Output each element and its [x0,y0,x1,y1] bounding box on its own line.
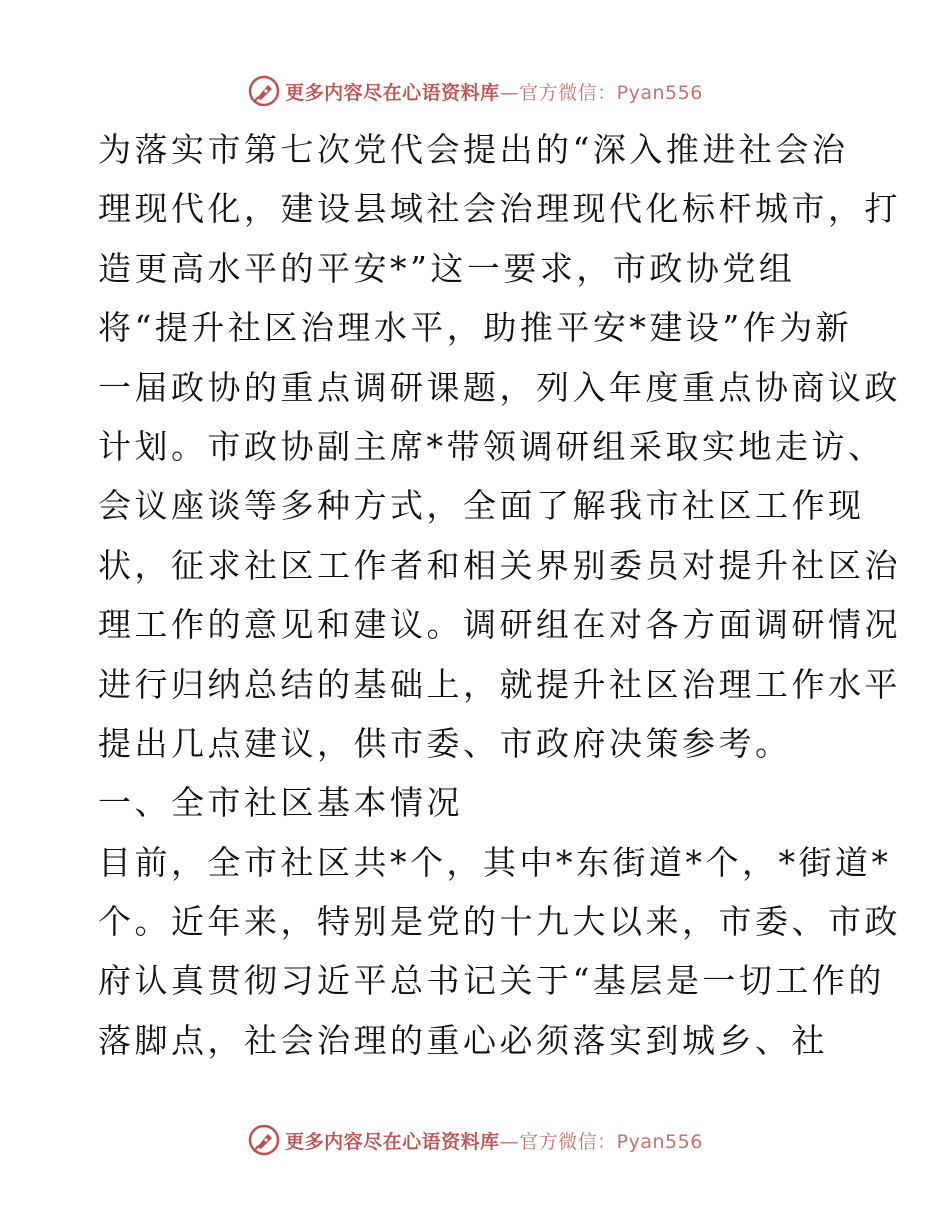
footer-contact-text: 官方微信：Pyan556 [519,1130,703,1153]
body-line: 府认真贯彻习近平总书记关于“基层是一切工作的 [98,961,885,1001]
pen-nib-logo-icon [247,1123,281,1157]
header-contact-text: 官方微信：Pyan556 [519,81,703,104]
body-line: 理工作的意见和建议。调研组在对各方面调研情况 [98,605,901,645]
body-line: 将“提升社区治理水平，助推平安*建设”作为新 [98,308,853,348]
header-watermark-text [285,78,703,105]
body-line: 计划。市政协副主席*带领调研组采取实地走访、 [98,426,885,466]
body-line: 造更高水平的平安*”这一要求，市政协党组 [98,248,796,288]
footer-watermark [0,1120,950,1160]
body-line: 个。近年来，特别是党的十九大以来，市委、市政 [98,902,901,942]
document-body [98,120,901,1070]
body-line: 提出几点建议，供市委、市政府决策参考。 [98,723,792,763]
body-line: 目前，全市社区共*个，其中*东街道*个，*街道* [98,842,892,882]
footer-dash: — [499,1130,520,1153]
body-line: 状，征求社区工作者和相关界别委员对提升社区治 [98,545,901,585]
body-line: 一届政协的重点调研课题，列入年度重点协商议政 [98,367,901,407]
header-dash: — [499,81,520,104]
header-brand-text: 更多内容尽在心语资料库 [285,81,500,104]
header-watermark [0,71,950,111]
body-line: 进行归纳总结的基础上，就提升社区治理工作水平 [98,664,901,704]
body-line: 理现代化，建设县域社会治理现代化标杆城市，打 [98,189,901,229]
section-heading: 一、全市社区基本情况 [98,783,463,823]
body-line: 落脚点，社会治理的重心必须落实到城乡、社 [98,1020,828,1060]
body-line: 会议座谈等多种方式，全面了解我市社区工作现 [98,486,865,526]
footer-brand-text: 更多内容尽在心语资料库 [285,1130,500,1153]
body-line: 为落实市第七次党代会提出的“深入推进社会治 [98,130,849,169]
footer-watermark-text [285,1127,703,1154]
pen-nib-logo-icon [247,74,281,108]
